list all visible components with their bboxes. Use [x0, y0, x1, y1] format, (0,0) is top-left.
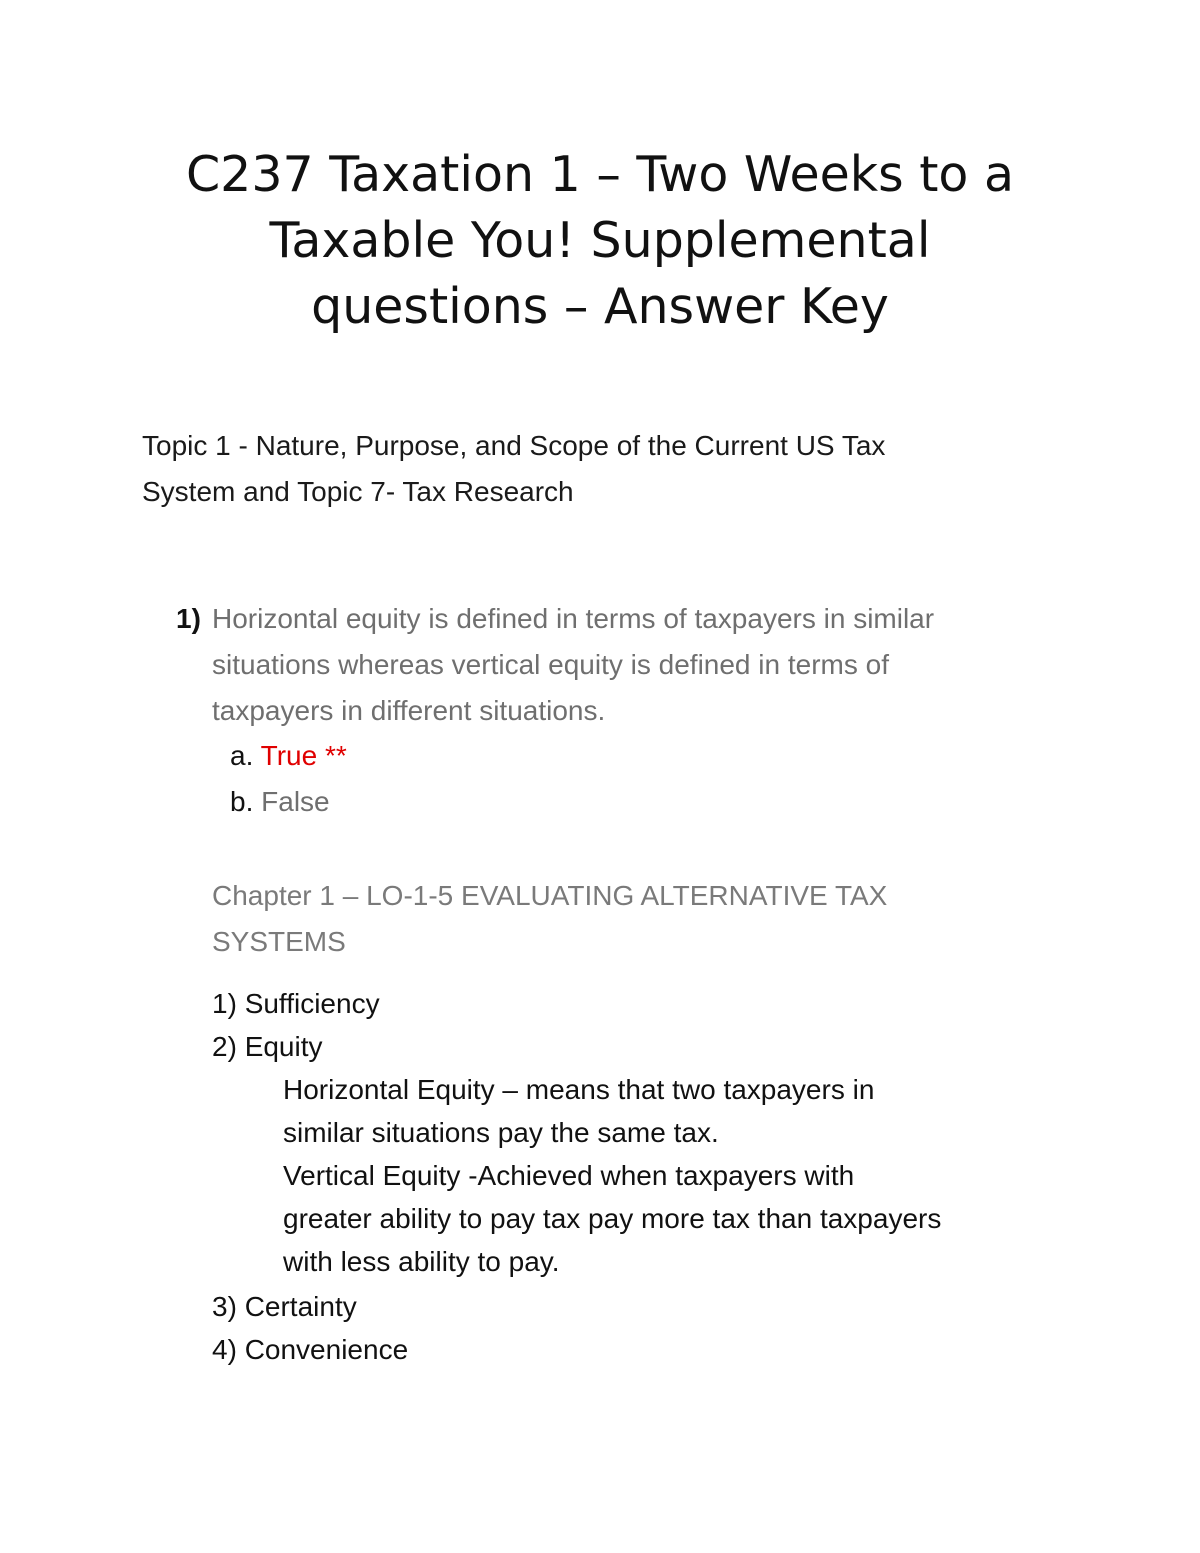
- criteria-item-equity: [212, 1025, 323, 1068]
- criteria-number: 2): [212, 1031, 237, 1062]
- title-line: questions – Answer Key: [311, 278, 889, 335]
- chapter-heading: [212, 873, 887, 965]
- question-line: taxpayers in different situations.: [212, 695, 606, 726]
- document-title: [100, 142, 1100, 340]
- criteria-number: 4): [212, 1334, 237, 1365]
- criteria-label: Equity: [244, 1031, 323, 1062]
- definition-line: similar situations pay the same tax.: [283, 1117, 719, 1148]
- topic-heading: [142, 423, 885, 515]
- chapter-line: SYSTEMS: [212, 926, 346, 957]
- definition-line: greater ability to pay tax pay more tax than taxpayers: [283, 1203, 942, 1234]
- option-text-correct: True **: [260, 740, 347, 771]
- chapter-line: Chapter 1 – LO-1-5 EVALUATING ALTERNATIVE TAX: [212, 880, 888, 911]
- question-number: 1): [176, 603, 201, 634]
- definition-line: Horizontal Equity – means that two taxpayers in: [283, 1074, 875, 1105]
- option-letter: b.: [230, 786, 254, 817]
- option-letter: a.: [230, 740, 254, 771]
- criteria-label: Convenience: [244, 1334, 409, 1365]
- criteria-item-certainty: [212, 1285, 357, 1328]
- equity-definitions: [283, 1068, 941, 1283]
- answer-option-b: [230, 779, 330, 825]
- topic-line: System and Topic 7- Tax Research: [142, 476, 574, 507]
- option-text: False: [261, 786, 330, 817]
- topic-line: Topic 1 - Nature, Purpose, and Scope of the Current US Tax: [142, 430, 886, 461]
- question-line: Horizontal equity is defined in terms of taxpayers in similar: [212, 603, 935, 634]
- criteria-number: 3): [212, 1291, 237, 1322]
- answer-option-a: [230, 733, 347, 779]
- question-text: [212, 596, 934, 734]
- question-line: situations whereas vertical equity is defined in terms of: [212, 649, 889, 680]
- definition-line: Vertical Equity -Achieved when taxpayers with: [283, 1160, 855, 1191]
- criteria-number: 1): [212, 988, 237, 1019]
- criteria-item-sufficiency: [212, 982, 380, 1025]
- criteria-label: Certainty: [244, 1291, 357, 1322]
- criteria-label: Sufficiency: [244, 988, 380, 1019]
- criteria-item-convenience: [212, 1328, 408, 1371]
- title-line: Taxable You! Supplemental: [269, 212, 931, 269]
- definition-line: with less ability to pay.: [283, 1246, 560, 1277]
- title-line: C237 Taxation 1 – Two Weeks to a: [185, 146, 1015, 203]
